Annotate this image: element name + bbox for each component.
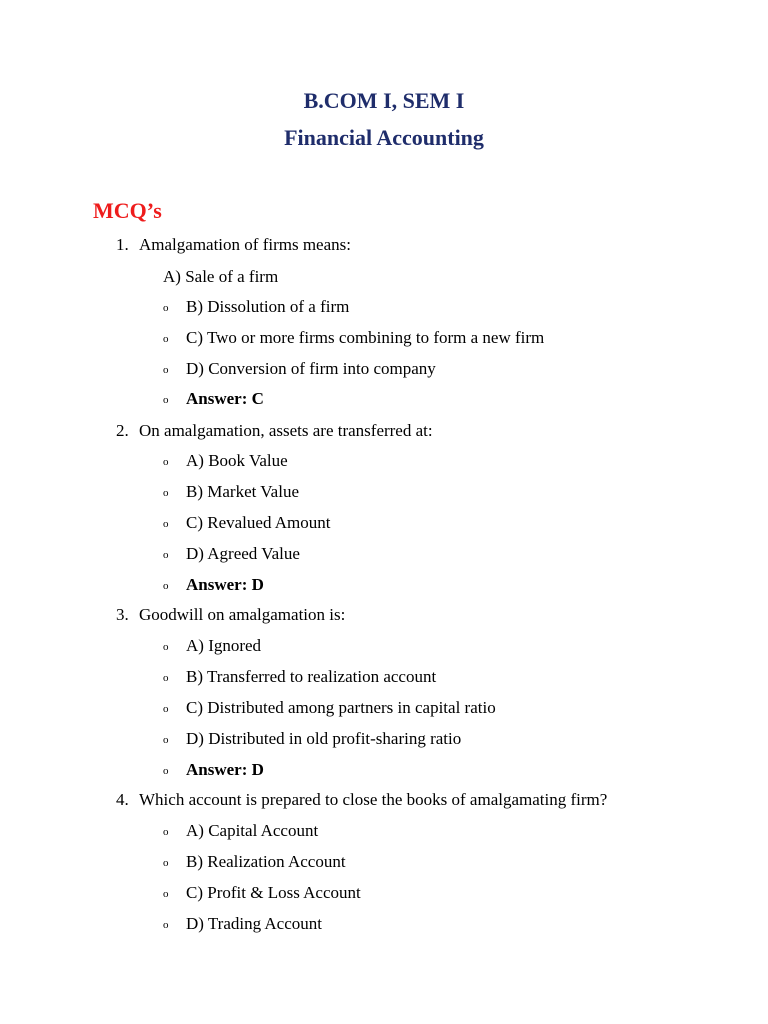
answer-text: Answer: D — [186, 760, 264, 779]
question-text: Goodwill on amalgamation is: — [139, 605, 346, 624]
option-text: C) Profit & Loss Account — [186, 883, 361, 902]
question-3-option-b — [163, 668, 436, 685]
bullet-icon: o — [163, 888, 169, 900]
bullet-icon: o — [163, 641, 169, 653]
bullet-icon: o — [163, 333, 169, 345]
question-number: 1. — [116, 235, 129, 254]
question-3-answer — [163, 761, 264, 778]
bullet-icon: o — [163, 580, 169, 592]
question-1 — [116, 236, 351, 253]
question-2 — [116, 422, 433, 439]
bullet-icon: o — [163, 549, 169, 561]
question-2-answer — [163, 576, 264, 593]
option-text: A) Sale of a firm — [163, 267, 279, 286]
bullet-icon: o — [163, 518, 169, 530]
question-4 — [116, 791, 607, 808]
bullet-icon: o — [163, 364, 169, 376]
option-text: A) Ignored — [186, 636, 262, 655]
option-text: B) Transferred to realization account — [186, 667, 437, 686]
option-text: B) Dissolution of a firm — [186, 297, 350, 316]
question-2-option-a — [163, 452, 288, 469]
question-4-option-b — [163, 853, 346, 870]
question-4-option-c — [163, 884, 361, 901]
option-text: D) Distributed in old profit-sharing ratio — [186, 729, 462, 748]
option-text: D) Agreed Value — [186, 544, 300, 563]
bullet-icon: o — [163, 487, 169, 499]
question-1-option-b — [163, 298, 349, 315]
bullet-icon: o — [163, 919, 169, 931]
option-text: A) Book Value — [186, 451, 288, 470]
question-2-option-c — [163, 514, 330, 531]
question-2-option-d — [163, 545, 300, 562]
question-1-answer — [163, 390, 264, 407]
option-text: B) Realization Account — [186, 852, 346, 871]
document-subtitle: Financial Accounting — [284, 125, 484, 150]
question-3-option-a — [163, 637, 261, 654]
option-text: B) Market Value — [186, 482, 299, 501]
question-1-option-a — [163, 268, 278, 285]
document-title: B.COM I, SEM I — [303, 88, 465, 113]
bullet-icon: o — [163, 857, 169, 869]
bullet-icon: o — [163, 672, 169, 684]
question-1-option-c — [163, 329, 544, 346]
question-text: Amalgamation of firms means: — [139, 235, 351, 254]
question-text: Which account is prepared to close the books of amalgamating firm? — [139, 790, 608, 809]
option-text: A) Capital Account — [186, 821, 319, 840]
bullet-icon: o — [163, 456, 169, 468]
bullet-icon: o — [163, 765, 169, 777]
question-number: 3. — [116, 605, 129, 624]
bullet-icon: o — [163, 826, 169, 838]
question-2-option-b — [163, 483, 299, 500]
option-text: C) Distributed among partners in capital ratio — [186, 698, 496, 717]
answer-text: Answer: D — [186, 575, 264, 594]
question-number: 2. — [116, 421, 129, 440]
question-text: On amalgamation, assets are transferred at: — [139, 421, 433, 440]
option-text: C) Revalued Amount — [186, 513, 331, 532]
bullet-icon: o — [163, 734, 169, 746]
section-heading: MCQ’s — [93, 198, 162, 223]
option-text: D) Conversion of firm into company — [186, 359, 436, 378]
question-3-option-d — [163, 730, 461, 747]
question-1-option-d — [163, 360, 436, 377]
answer-text: Answer: C — [186, 389, 264, 408]
question-4-option-a — [163, 822, 318, 839]
question-3 — [116, 606, 345, 623]
bullet-icon: o — [163, 394, 169, 406]
option-text: D) Trading Account — [186, 914, 322, 933]
option-text: C) Two or more firms combining to form a new firm — [186, 328, 545, 347]
question-3-option-c — [163, 699, 496, 716]
bullet-icon: o — [163, 302, 169, 314]
question-number: 4. — [116, 790, 129, 809]
bullet-icon: o — [163, 703, 169, 715]
question-4-option-d — [163, 915, 322, 932]
